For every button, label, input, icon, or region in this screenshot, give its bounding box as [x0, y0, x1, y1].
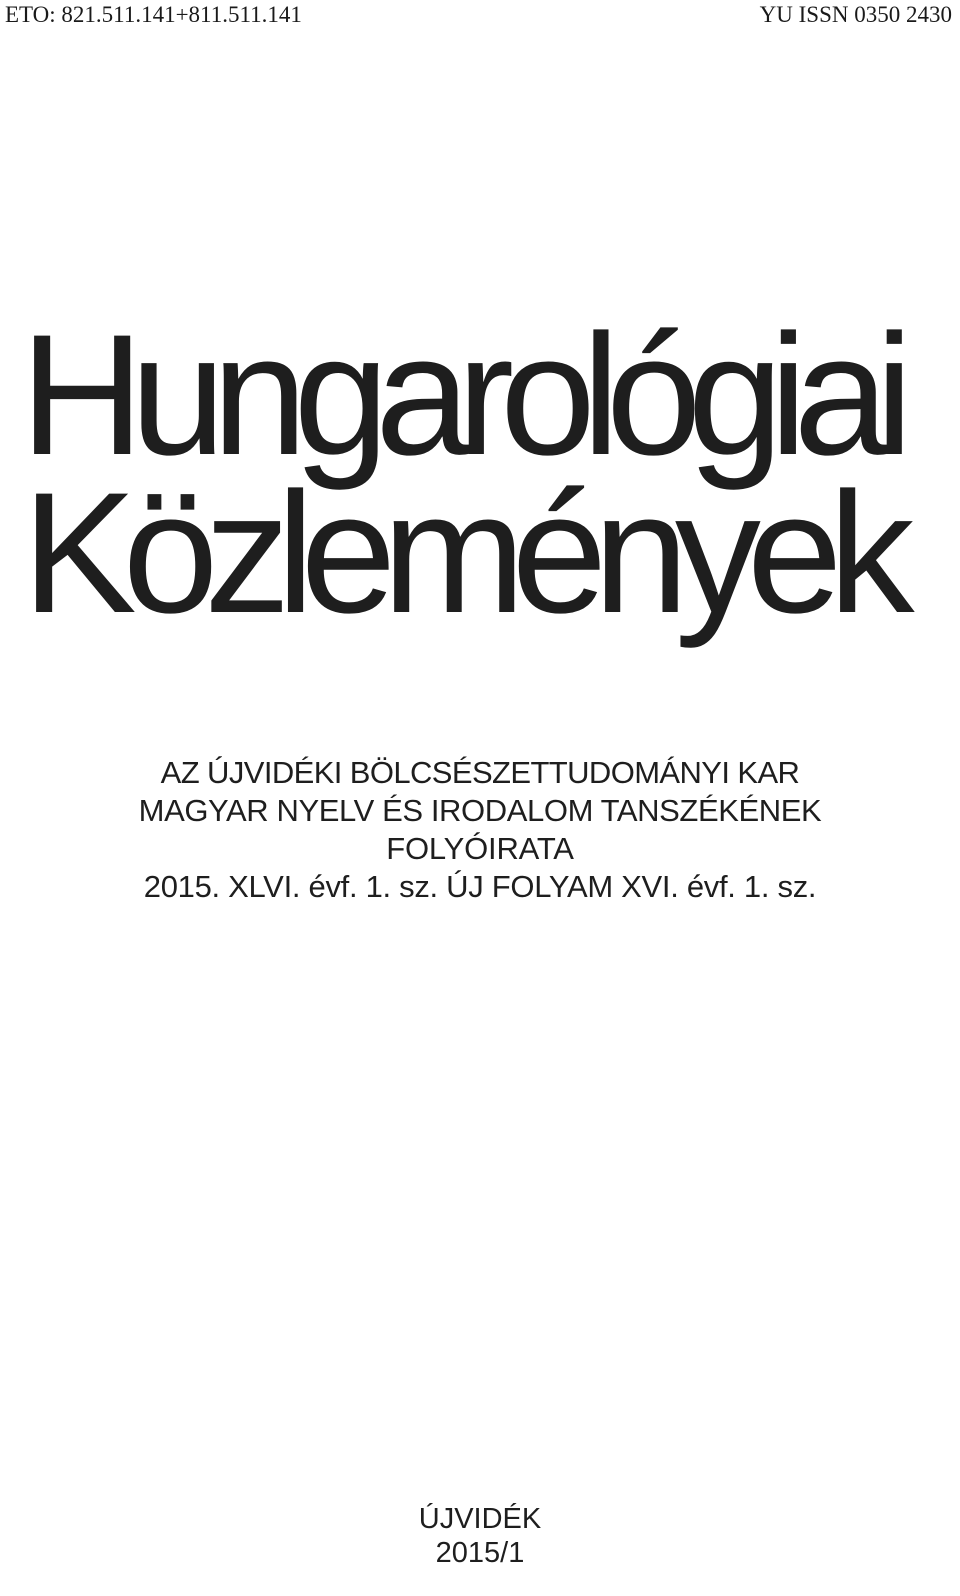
imprint-place: ÚJVIDÉK [418, 1503, 542, 1535]
publisher-faculty: AZ ÚJVIDÉKI BÖLCSÉSZETTUDOMÁNYI KAR [160, 755, 800, 790]
publisher-department: MAGYAR NYELV ÉS IRODALOM TANSZÉKÉNEK [138, 793, 822, 828]
classification-code: ETO: 821.511.141+811.511.141 [5, 2, 302, 27]
journal-title [0, 299, 960, 649]
journal-title-line-1: Hungarológiai [20, 299, 900, 491]
imprint-issue: 2015/1 [435, 1537, 525, 1569]
publication-type: FOLYÓIRATA [386, 831, 574, 866]
issn-number: YU ISSN 0350 2430 [759, 2, 952, 27]
imprint [0, 1502, 960, 1570]
journal-title-line-2: Közlemények [22, 457, 901, 649]
volume-info: 2015. XLVI. évf. 1. sz. ÚJ FOLYAM XVI. évf. 1. sz. [143, 869, 817, 904]
journal-subtitle [0, 754, 960, 906]
